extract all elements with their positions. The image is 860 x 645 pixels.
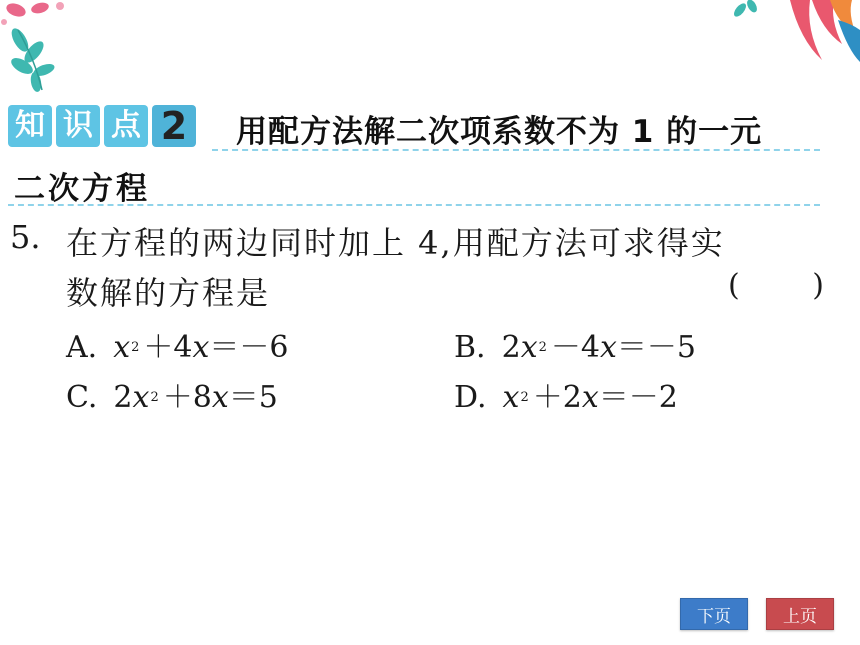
option-var: x xyxy=(502,380,520,415)
paren-open: ( xyxy=(728,268,740,303)
leaf-decoration-right xyxy=(730,0,860,72)
knowledge-point-tag xyxy=(8,103,200,149)
leaf-decoration-left xyxy=(0,0,120,95)
option-label: B. xyxy=(454,330,486,365)
paren-close: ) xyxy=(812,268,824,303)
option-label: D. xyxy=(454,380,487,415)
option-mid: ＋8 xyxy=(162,380,212,415)
option-c xyxy=(66,372,278,416)
option-var: x xyxy=(113,330,131,365)
dashed-divider-2 xyxy=(8,204,820,206)
option-rhs: ＝－6 xyxy=(209,330,289,365)
question-text-line2: 数解的方程是 xyxy=(66,274,271,312)
tag-char-2: 识 xyxy=(56,105,100,147)
question-text-line1: 在方程的两边同时加上 4,用配方法可求得实 xyxy=(66,224,725,262)
option-var: x xyxy=(599,330,617,365)
option-b xyxy=(454,322,696,366)
section-title-line2: 二次方程 xyxy=(14,171,150,207)
option-coef: 2 xyxy=(501,330,521,365)
previous-page-button[interactable]: 上页 xyxy=(766,598,834,630)
option-label: A. xyxy=(66,330,98,365)
dashed-divider-1 xyxy=(212,149,820,151)
option-mid: ＋4 xyxy=(143,330,193,365)
option-var: x xyxy=(192,330,210,365)
option-label: C. xyxy=(66,380,98,415)
option-exponent: 2 xyxy=(131,340,140,355)
tag-number: 2 xyxy=(152,105,196,147)
option-var: x xyxy=(520,330,538,365)
option-a xyxy=(66,322,289,366)
next-page-button[interactable]: 下页 xyxy=(680,598,748,630)
option-var: x xyxy=(211,380,229,415)
option-var: x xyxy=(581,380,599,415)
tag-char-1: 知 xyxy=(8,105,52,147)
option-coef: 2 xyxy=(113,380,133,415)
option-var: x xyxy=(132,380,150,415)
option-mid: －4 xyxy=(550,330,600,365)
option-exponent: 2 xyxy=(150,390,159,405)
question-number: 5. xyxy=(10,218,41,256)
option-rhs: ＝5 xyxy=(228,380,278,415)
option-mid: ＋2 xyxy=(532,380,582,415)
option-exponent: 2 xyxy=(520,390,529,405)
option-rhs: ＝－2 xyxy=(598,380,678,415)
option-d xyxy=(454,372,678,416)
answer-blank xyxy=(728,268,824,303)
option-rhs: ＝－5 xyxy=(616,330,696,365)
option-exponent: 2 xyxy=(538,340,547,355)
section-title-line1: 用配方法解二次项系数不为 1 的一元 xyxy=(236,114,763,150)
tag-char-3: 点 xyxy=(104,105,148,147)
